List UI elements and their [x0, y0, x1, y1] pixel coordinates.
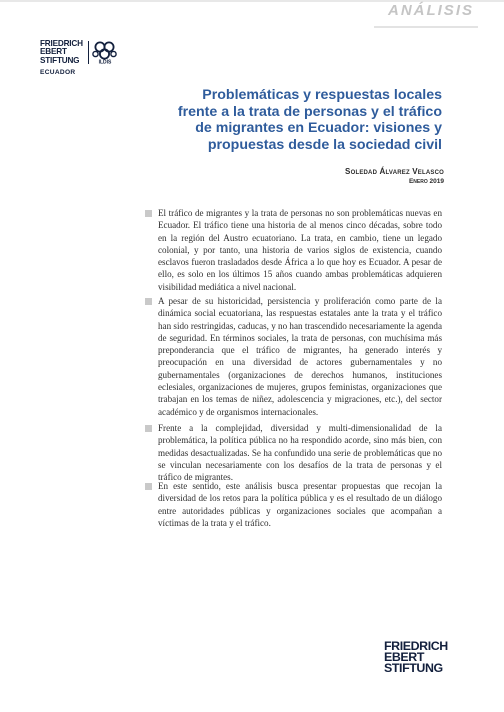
fes-ildis-logo — [40, 40, 130, 80]
fes-logo-words — [40, 40, 83, 65]
ildis-icon — [91, 40, 121, 64]
country-label: ECUADOR — [40, 69, 76, 76]
paragraph: En este sentido, este análisis busca presentar propuestas que recojan la diversidad de los retos para la política pública y es el resultado de un diálogo entre autoridades públicas y organizaciones sociales que acompañan a víctimas de la trata y el tráfico. — [158, 481, 442, 528]
author: Soledad Álvarez Velasco — [345, 167, 444, 176]
paragraph-bullet — [145, 483, 152, 490]
fes-logo-line: EBERT — [40, 47, 67, 57]
paragraph-bullet — [145, 210, 152, 217]
fes-logo-line: EBERT — [384, 650, 424, 665]
section-label: ANÁLISIS — [387, 2, 474, 19]
fes-logo-bottom — [384, 641, 448, 675]
fes-logo-line: STIFTUNG — [384, 661, 443, 676]
publication-date: Enero 2019 — [408, 178, 444, 185]
logo-divider — [88, 41, 89, 64]
document-title: Problemáticas y respuestas locales frente a la trata de personas y el tráfico de migrantes en Ecuador: visiones y propuestas desde la sociedad civil — [177, 87, 442, 153]
paragraph-bullet — [145, 425, 152, 432]
section-rule — [374, 26, 478, 28]
fes-logo-line: STIFTUNG — [40, 55, 80, 65]
ildis-label: ILDIS — [98, 59, 112, 64]
fes-logo-line: FRIEDRICH — [40, 39, 83, 48]
fes-logo-line: FRIEDRICH — [384, 639, 448, 653]
paragraph: El tráfico de migrantes y la trata de personas no son problemáticas nuevas en Ecuador. El tráfico tiene una historia de al menos cinco décadas, sobre todo en la región del Austro ecuatoriano. La trata, en cambio, tiene un legado colonial, y por tanto, una historia de varios siglos de existencia, cuando esclavos fueron trasladados desde África a lo que hoy es Ecuador. A pesar de ello, es solo en los últimos 15 años cuando ambas problemáticas adquieren visibilidad mediática a nivel nacional. — [158, 208, 442, 292]
paragraph-bullet — [145, 298, 152, 305]
paragraph: Frente a la complejidad, diversidad y multi-dimensionalidad de la problemática, la política pública no ha respondido acorde, sino más bien, con medidas desactualizadas. Se ha confundido una serie de problemáticas que no se vinculan necesariamente con los desafíos de la trata de personas y el tráfico de migrantes. — [158, 423, 442, 483]
paragraph: A pesar de su historicidad, persistencia y proliferación como parte de la dinámica social ecuatoriana, las respuestas estatales ante la trata y el tráfico han sido restringidas, caducas, y no han trascendido necesariamente la agenda de seguridad. En términos sociales, la trata de personas, con muchísima más preponderancia que el tráfico de migrantes, ha generado interés y preocupación en una diversidad de actores gubernamentales y no gubernamentales (organizaciones de derechos humanos, instituciones eclesiales, organizaciones de mujeres, grupos feministas, organizaciones que trabajan en los temas de niñez, adolescencia y migraciones, etc.), del sector académico y de organismos internacionales. — [158, 296, 442, 417]
